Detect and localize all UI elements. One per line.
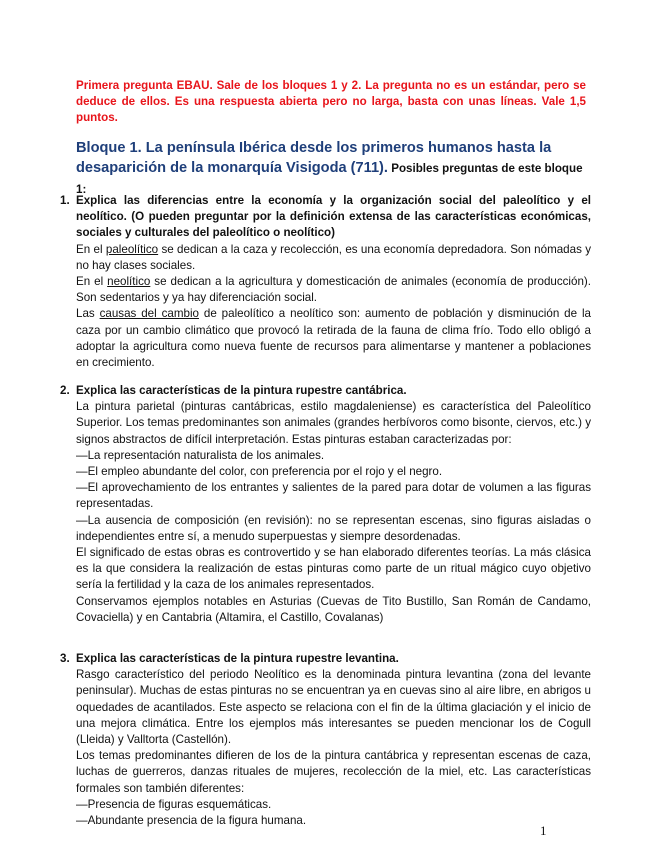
term-neolitico: neolítico xyxy=(107,275,151,289)
text: En el xyxy=(76,275,108,289)
paragraph xyxy=(76,306,591,371)
block-heading xyxy=(76,138,591,200)
list-item: —La representación naturalista de los animales. xyxy=(76,448,325,462)
text: de paleolítico a neolítico son: aumento de población y disminución de la caza por un cambio climático que provocó la retirada de la fauna de clima frío. Todo ello obligó a adoptar la agricultura como nueva fuente de recursos para alimentarse y mantener a poblaciones en crecimiento. xyxy=(76,307,591,370)
paragraph: Rasgo característico del periodo Neolítico es la denominada pintura levantina (zona del levante peninsular). Muchas de estas pinturas no se encuentran ya en cuevas sino al aire libre, en abrigos u oquedades de acantilados. Este aspecto se relaciona con el fin de la última glaciación y el inicio de una mejora climática. Entre los ejemplos más interesantes se pueden mencionar los de Cogull (Lleida) y Valltorta (Castellón). xyxy=(76,668,591,747)
text: Las xyxy=(76,307,100,321)
question-3 xyxy=(60,651,591,829)
block-title: Bloque 1. La península Ibérica desde los primeros humanos hasta la desaparición de la monarquía Visigoda (711). xyxy=(76,140,552,176)
paragraph: La pintura parietal (pinturas cantábricas, estilo magdaleniense) es característica del Paleolítico Superior. Los temas predominantes son animales (grandes herbívoros como bisonte, ciervos, etc.) y signos abstractos de difícil interpretación. Estas pinturas estaban caracterizadas por: xyxy=(76,400,591,446)
paragraph: El significado de estas obras es controvertido y se han elaborado diferentes teorías. La más clásica es la que considera la realización de estas pinturas como parte de un ritual mágico cuyo objetivo sería la fertilidad y la caza de los animales representados. xyxy=(76,546,591,592)
paragraph: Conservamos ejemplos notables en Asturias (Cuevas de Tito Bustillo, San Román de Candamo, Covaciella) y en Cantabria (Altamira, el Castillo, Covalanas) xyxy=(76,594,591,624)
question-2 xyxy=(60,383,591,626)
list-item: —El aprovechamiento de los entrantes y salientes de la pared para dotar de volumen a las figuras representadas. xyxy=(76,481,591,511)
intro-note: Primera pregunta EBAU. Sale de los bloques 1 y 2. La pregunta no es un estándar, pero se deduce de ellos. Es una respuesta abierta pero no larga, basta con unas líneas. Vale 1,5 puntos. xyxy=(76,79,586,125)
question-number: 1. xyxy=(60,194,70,207)
question-title: Explica las diferencias entre la economía y la organización social del paleolítico y el neolítico. (O pueden preguntar por la definición extensa de las características económicas, sociales y culturales del paleolítico o neolítico) xyxy=(76,194,591,240)
term-paleolitico: paleolítico xyxy=(105,242,159,256)
term-causas: causas del cambio xyxy=(99,307,199,321)
paragraph xyxy=(76,274,591,306)
question-title: Explica las características de la pintura rupestre cantábrica. xyxy=(76,384,407,397)
question-title: Explica las características de la pintura rupestre levantina. xyxy=(76,652,399,665)
text: se dedican a la caza y recolección, es una economía depredadora. Son nómadas y no hay clases sociales. xyxy=(76,242,592,272)
question-number: 3. xyxy=(60,652,70,665)
paragraph: Los temas predominantes difieren de los de la pintura cantábrica y representan escenas de caza, luchas de guerreros, danzas rituales de mujeres, recolección de la miel, etc. Las características formales son también diferentes: xyxy=(76,749,591,795)
text: En el xyxy=(76,242,106,256)
question-number: 2. xyxy=(60,384,70,397)
text: se dedican a la agricultura y domesticación de animales (economía de producción). Son sedentarios y ya hay diferenciación social. xyxy=(76,275,591,305)
list-item: —Abundante presencia de la figura humana. xyxy=(76,814,307,828)
block-subtitle: Posibles preguntas de este bloque 1: xyxy=(76,162,583,196)
page-number: 1 xyxy=(540,823,547,838)
list-item: —La ausencia de composición (en revisión): no se representan escenas, sino figuras aisladas o independientes entre sí, a menudo superpuestas y siempre desordenadas. xyxy=(76,513,591,543)
paragraph xyxy=(76,242,591,274)
list-item: —Presencia de figuras esquemáticas. xyxy=(76,797,272,811)
list-item: —El empleo abundante del color, con preferencia por el rojo y el negro. xyxy=(76,465,443,479)
question-1 xyxy=(60,193,592,371)
